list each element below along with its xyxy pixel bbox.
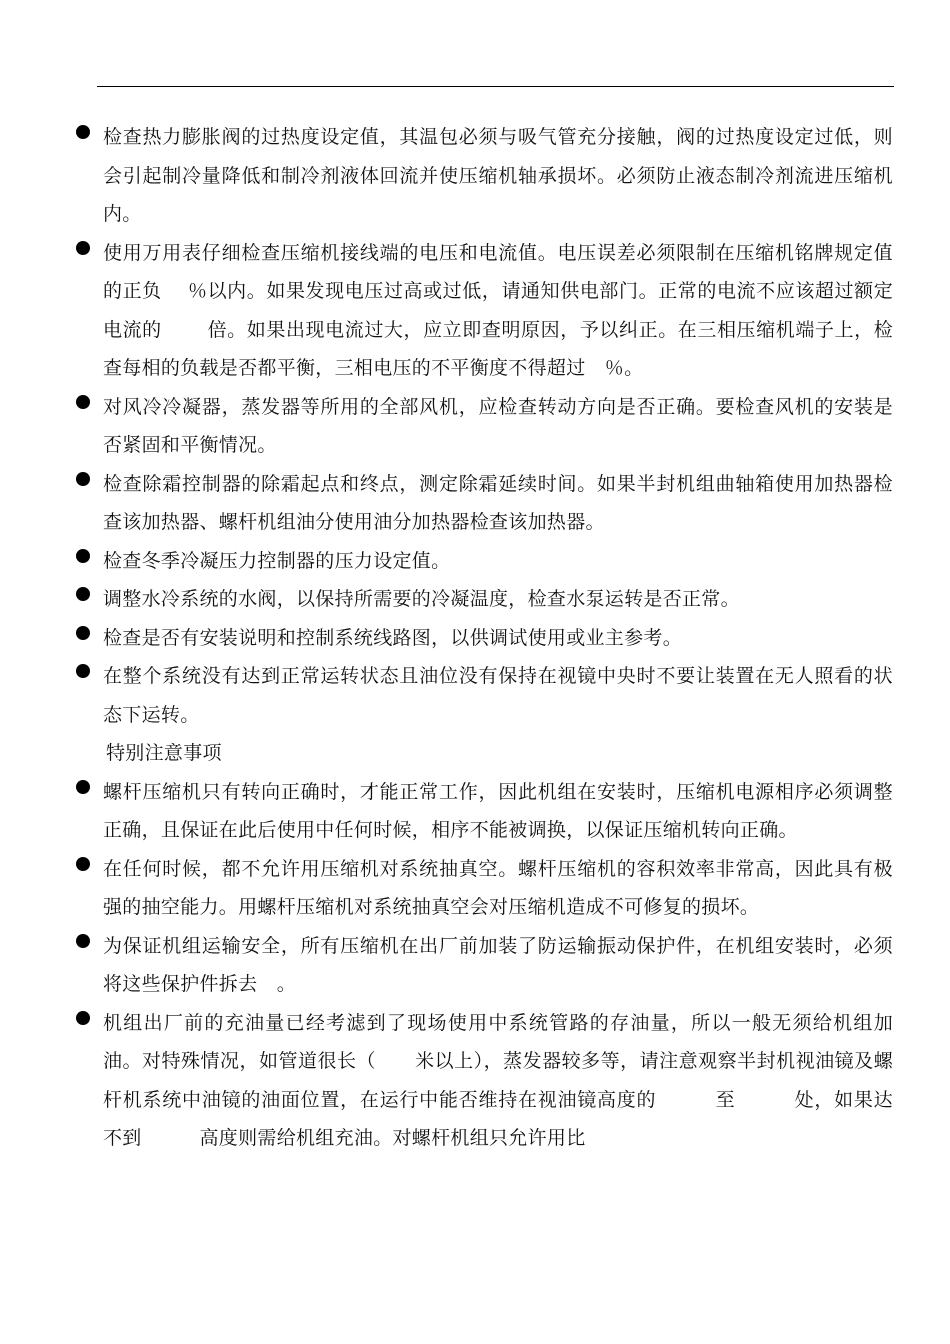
item-text: 调整水冷系统的水阀，以保持所需要的冷凝温度，检查水泵运转是否正常。 xyxy=(103,588,740,610)
bullet-icon xyxy=(76,241,90,255)
item-text: 使用万用表仔细检查压缩机接线端的电压和电流值。电压误差必须限制在压缩机铭牌规定值的正负 ％以内。如果发现电压过高或过低，请通知供电部门。正常的电流不应该超过额定电流的 倍。如果出现电流过大，应立即查明原因，予以纠正。在三相压缩机端子上，检查每相的负载是否都平衡，三相电压的不平衡度不得超过 ％。 xyxy=(103,241,893,379)
list-item xyxy=(0,850,950,927)
list-item xyxy=(0,580,950,619)
bullet-icon xyxy=(76,626,90,640)
item-text: 为保证机组运输安全，所有压缩机在出厂前加装了防运输振动保护件，在机组安装时，必须将这些保护件拆去 。 xyxy=(103,934,893,995)
item-text: 检查除霜控制器的除霜起点和终点，测定除霜延续时间。如果半封机组曲轴箱使用加热器检查该加热器、螺杆机组油分使用油分加热器检查该加热器。 xyxy=(103,472,893,533)
item-text: 对风冷冷凝器，蒸发器等所用的全部风机，应检查转动方向是否正确。要检查风机的安装是否紧固和平衡情况。 xyxy=(103,395,893,456)
list-item xyxy=(0,773,950,850)
bullet-icon xyxy=(76,857,90,871)
bullet-icon xyxy=(76,395,90,409)
item-text: 螺杆压缩机只有转向正确时，才能正常工作，因此机组在安装时，压缩机电源相序必须调整正确，且保证在此后使用中任何时候，相序不能被调换，以保证压缩机转向正确。 xyxy=(103,780,893,841)
bullet-icon xyxy=(76,934,90,948)
document-body xyxy=(0,118,950,1158)
list-item xyxy=(0,118,950,234)
bullet-icon xyxy=(76,1011,90,1025)
item-text: 检查冬季冷凝压力控制器的压力设定值。 xyxy=(103,549,451,572)
bullet-icon xyxy=(76,780,90,794)
bullet-icon xyxy=(76,549,90,563)
item-text: 在整个系统没有达到正常运转状态且油位没有保持在视镜中央时不要让装置在无人照看的状态下运转。 xyxy=(103,665,893,726)
item-text: 检查是否有安装说明和控制系统线路图，以供调试使用或业主参考。 xyxy=(103,626,683,649)
bullet-icon xyxy=(76,125,90,139)
item-text: 机组出厂前的充油量已经考滤到了现场使用中系统管路的存油量，所以一般无须给机组加油。对特殊情况，如管道很长（ 米以上），蒸发器较多等，请注意观察半封机视油镜及螺杆机系统中油镜的油面位置，在运行中能否维持在视油镜高度的 至 处，如果达不到 高度则需给机组充油。对螺杆机组只允许用比 xyxy=(103,1011,893,1149)
header-rule xyxy=(97,86,894,87)
list-item xyxy=(0,657,950,734)
bullet-icon xyxy=(76,587,90,601)
list-item xyxy=(0,388,950,465)
list-item xyxy=(0,619,950,658)
bullet-icon xyxy=(76,664,90,678)
list-item xyxy=(0,1004,950,1158)
bullet-icon xyxy=(76,472,90,486)
item-text: 在任何时候，都不允许用压缩机对系统抽真空。螺杆压缩机的容积效率非常高，因此具有极强的抽空能力。用螺杆压缩机对系统抽真空会对压缩机造成不可修复的损坏。 xyxy=(103,857,893,918)
list-item xyxy=(0,465,950,542)
item-text: 检查热力膨胀阀的过热度设定值，其温包必须与吸气管充分接触，阀的过热度设定过低，则会引起制冷量降低和制冷剂液体回流并使压缩机轴承损坏。必须防止液态制冷剂流进压缩机内。 xyxy=(103,126,893,225)
list-item xyxy=(0,542,950,581)
section-heading: 特别注意事项 xyxy=(106,742,222,764)
list-item xyxy=(0,234,950,388)
list-item xyxy=(0,927,950,1004)
